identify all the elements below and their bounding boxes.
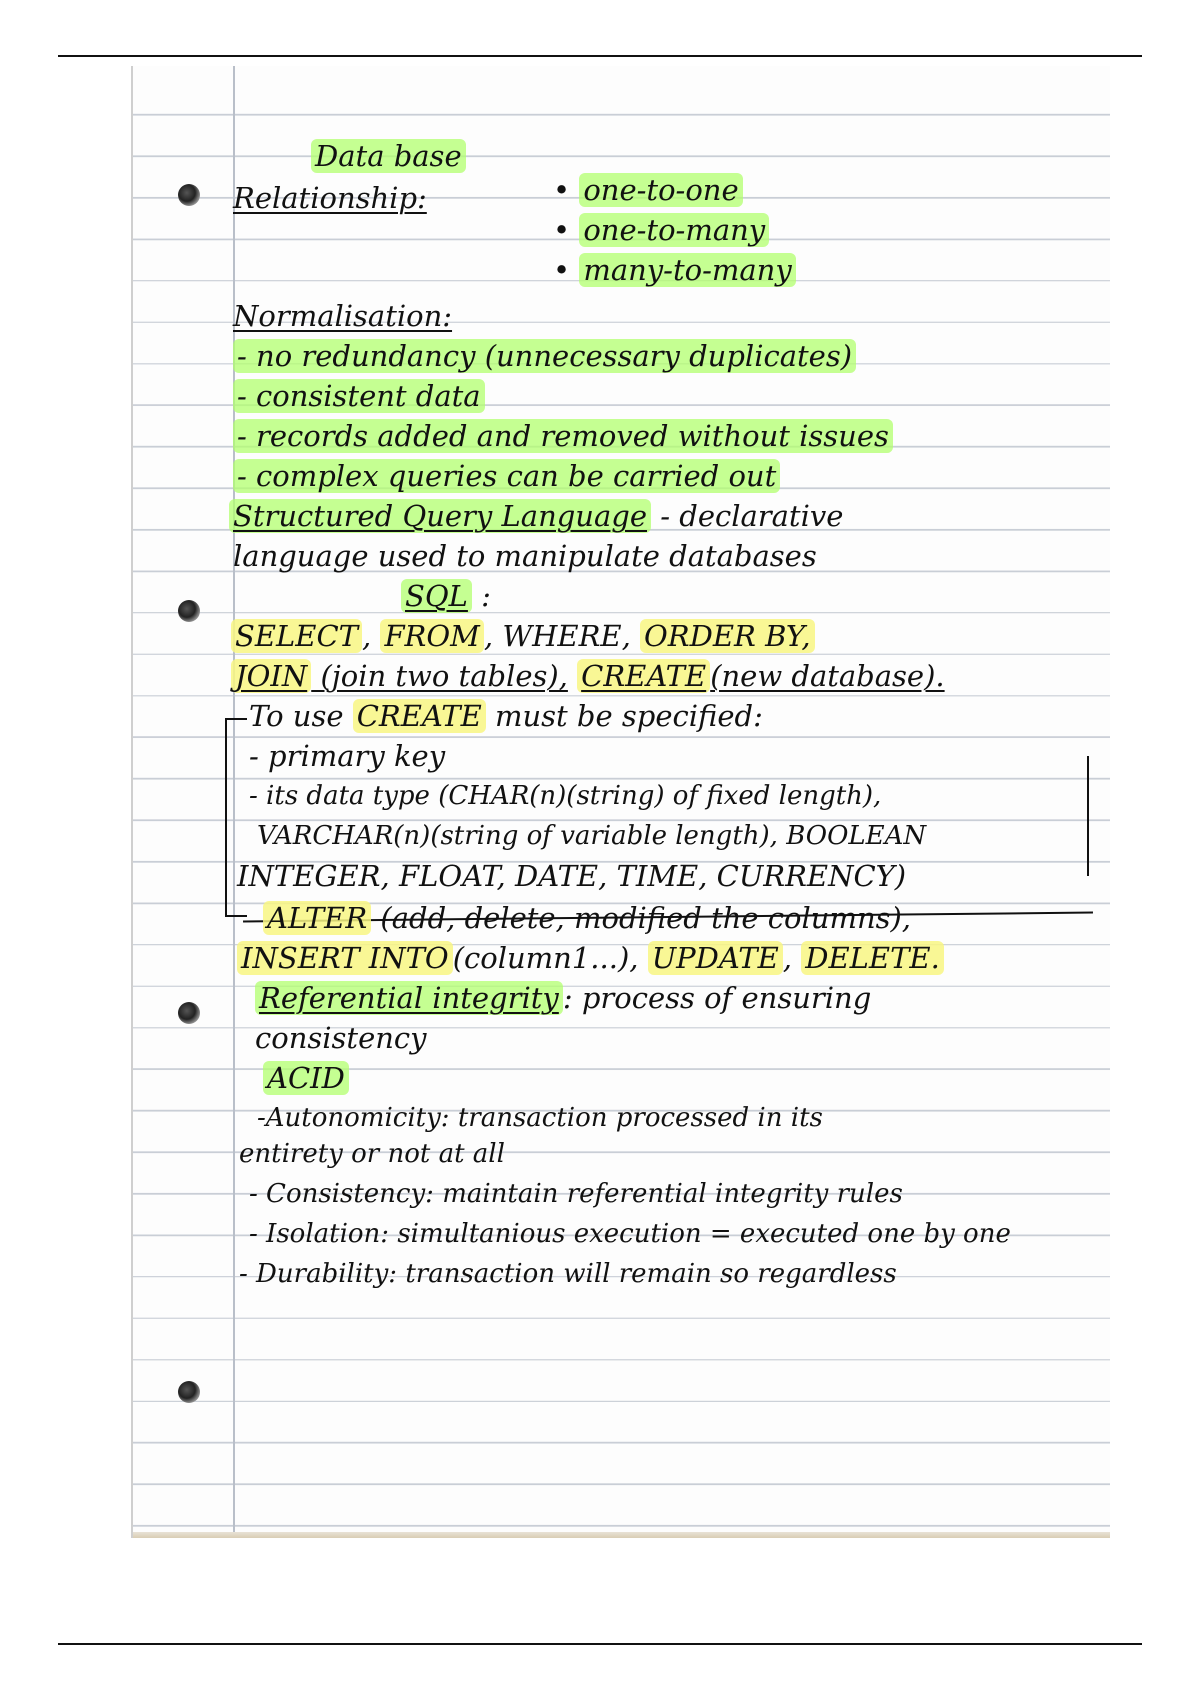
create-intro: To use CREATE must be specified: (249, 699, 763, 733)
punch-hole (178, 1381, 200, 1403)
acid-item: entirety or not at all (239, 1139, 505, 1169)
punch-hole (178, 184, 200, 206)
page-title: Data base (311, 138, 466, 174)
sql-keywords-line: JOIN (join two tables), CREATE (new database). (231, 658, 945, 694)
acid-heading: ACID (263, 1060, 349, 1096)
sql-heading: SQL : (401, 578, 491, 614)
punch-hole (178, 1002, 200, 1024)
ref-integrity-line: consistency (255, 1021, 427, 1055)
acid-item: - Consistency: maintain referential integrity rules (249, 1179, 903, 1209)
acid-item: - Isolation: simultanious execution = executed one by one (249, 1219, 1011, 1249)
normalisation-item: - records added and removed without issues (233, 418, 893, 454)
sql-definition-line: Structured Query Language - declarative (229, 498, 843, 534)
create-item: - primary key (249, 739, 446, 773)
create-bracket-right (1073, 756, 1089, 876)
create-item: - its data type (CHAR(n)(string) of fixed length), (249, 781, 882, 811)
relationship-item: • one-to-one (553, 172, 743, 208)
relationship-item: • one-to-many (553, 212, 769, 248)
insert-line: INSERT INTO (column1...), UPDATE , DELETE. (237, 940, 944, 976)
ref-integrity-line: Referential integrity : process of ensuring (255, 980, 871, 1016)
notebook-page (133, 66, 1110, 1538)
acid-item: - Durability: transaction will remain so regardless (239, 1259, 897, 1289)
create-item: INTEGER, FLOAT, DATE, TIME, CURRENCY) (237, 859, 907, 893)
top-rule (58, 55, 1142, 57)
punch-hole (178, 600, 200, 622)
relationship-label: Relationship: (233, 181, 427, 215)
normalisation-label: Normalisation: (233, 299, 453, 333)
sql-keywords-line: SELECT , FROM , WHERE, ORDER BY, (231, 618, 815, 654)
acid-item: -Autonomicity: transaction processed in its (257, 1103, 823, 1133)
normalisation-item: - no redundancy (unnecessary duplicates) (233, 338, 856, 374)
sql-definition-line: language used to manipulate databases (233, 539, 817, 573)
normalisation-item: - consistent data (233, 378, 485, 414)
create-item: VARCHAR(n)(string of variable length), BOOLEAN (257, 821, 927, 851)
normalisation-item: - complex queries can be carried out (233, 458, 780, 494)
bottom-rule (58, 1643, 1142, 1645)
relationship-item: • many-to-many (553, 252, 796, 288)
alter-line: ALTER (add, delete, modified the columns), (263, 900, 911, 936)
